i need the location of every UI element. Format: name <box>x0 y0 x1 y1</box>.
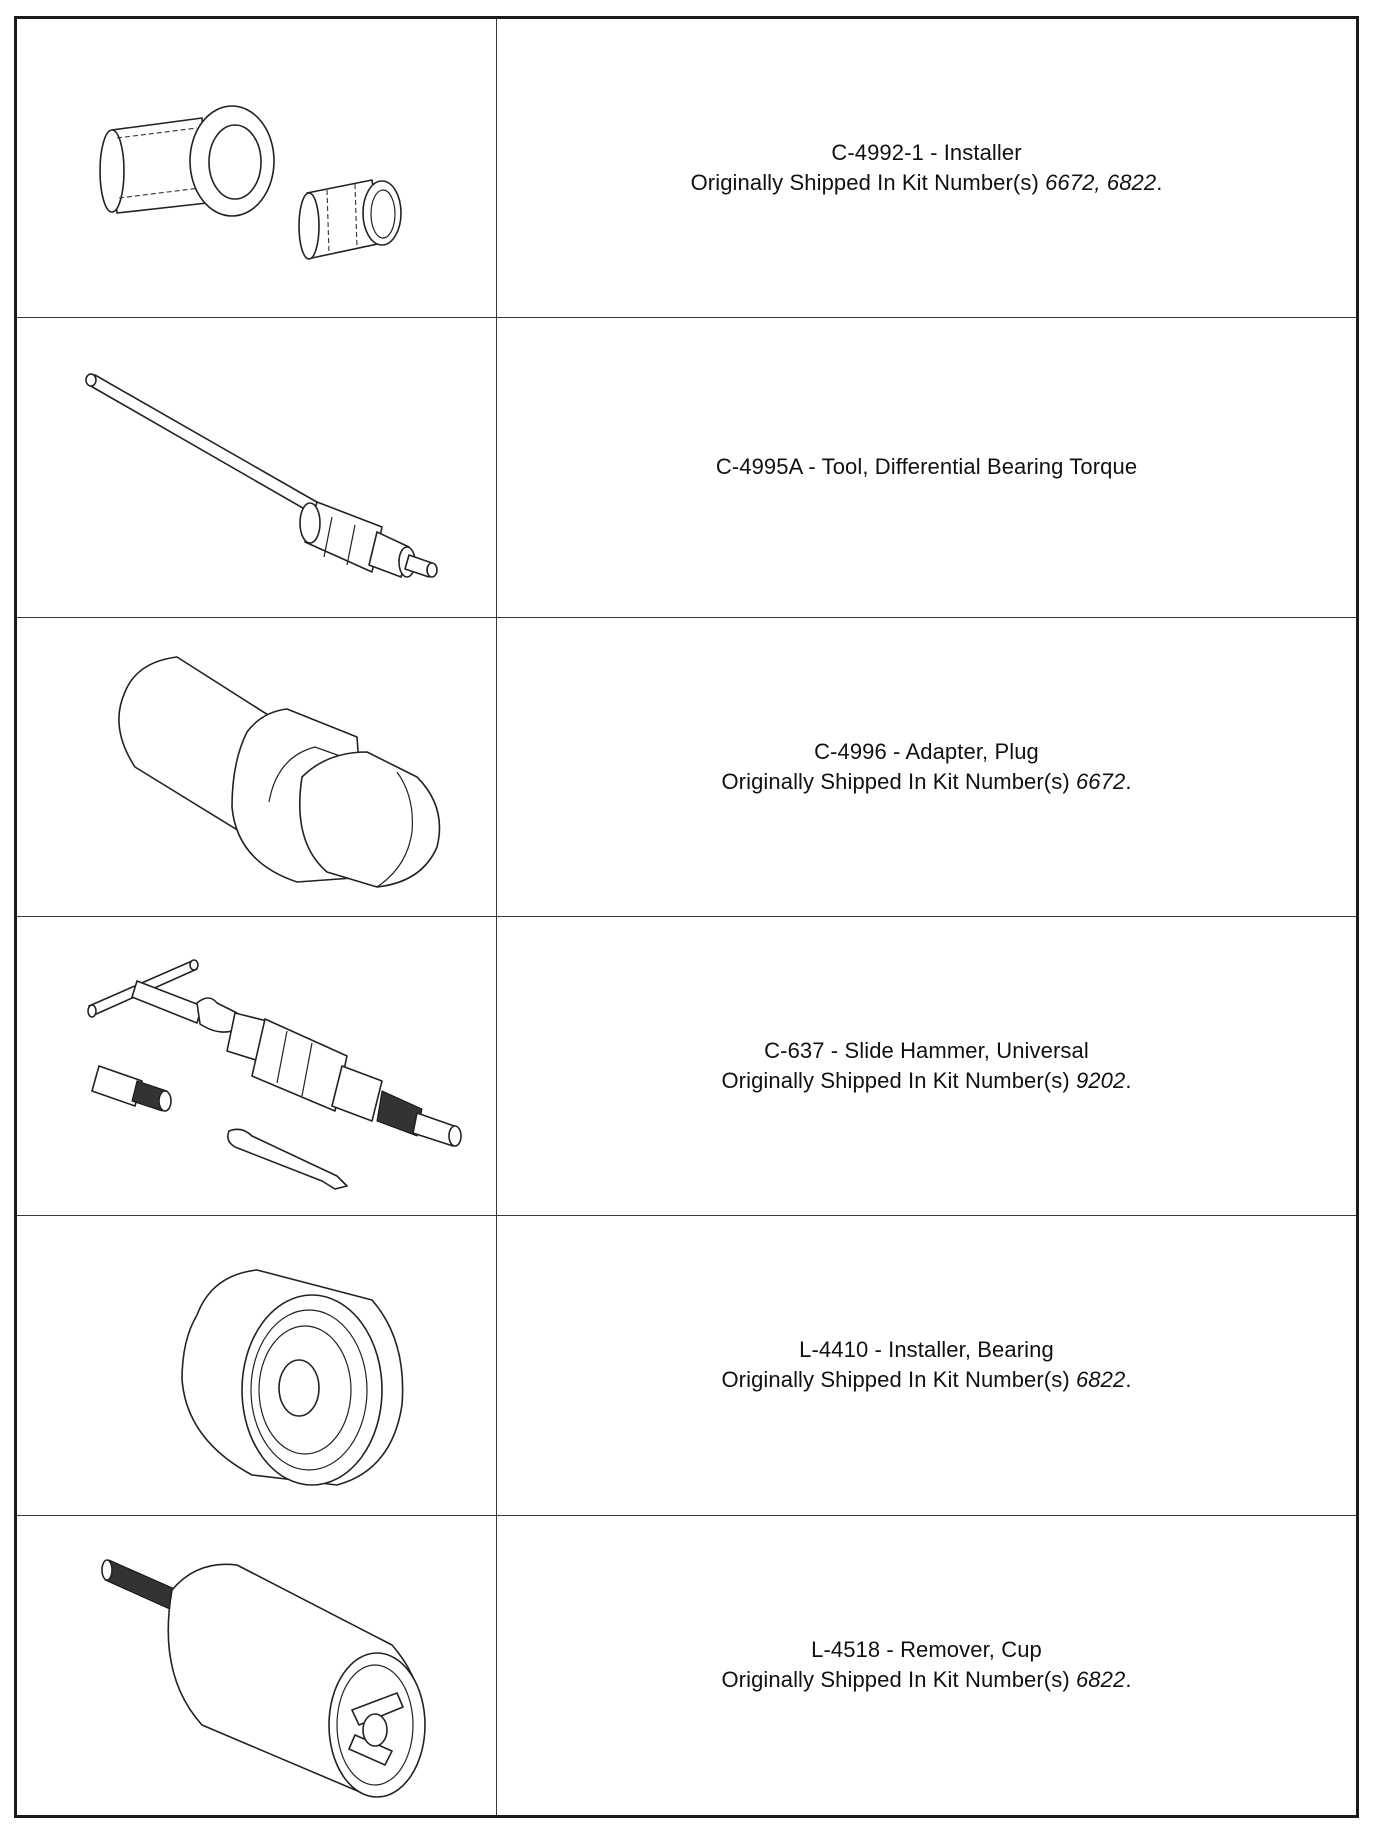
tool-title: L-4518 - Remover, Cup <box>811 1637 1042 1663</box>
tool-image-cell <box>17 1516 497 1815</box>
slide-hammer-icon <box>37 931 477 1201</box>
tool-table <box>14 16 1359 1818</box>
tool-description-cell <box>497 318 1356 617</box>
cup-remover-icon <box>37 1525 477 1805</box>
tool-image-cell <box>17 318 497 617</box>
installer-sleeves-icon <box>37 38 477 298</box>
tool-description-cell <box>497 618 1356 917</box>
tool-title: L-4410 - Installer, Bearing <box>799 1337 1054 1363</box>
tool-kits: Originally Shipped In Kit Number(s) 6672. <box>721 768 1132 794</box>
tool-image-cell <box>17 1216 497 1515</box>
torque-tool-icon <box>37 337 477 597</box>
tool-kits: Originally Shipped In Kit Number(s) 6822. <box>721 1367 1132 1393</box>
tool-title: C-4996 - Adapter, Plug <box>814 738 1039 764</box>
tool-title: C-637 - Slide Hammer, Universal <box>764 1038 1089 1064</box>
tool-image-cell <box>17 917 497 1216</box>
bearing-installer-icon <box>37 1230 477 1500</box>
tool-kits: Originally Shipped In Kit Number(s) 6672, 6822. <box>690 170 1163 196</box>
tool-kits: Originally Shipped In Kit Number(s) 6822. <box>721 1667 1132 1693</box>
tool-description-cell <box>497 917 1356 1216</box>
tool-description-cell <box>497 1516 1356 1815</box>
tool-description-cell <box>497 1216 1356 1515</box>
plug-adapter-icon <box>37 627 477 907</box>
tool-image-cell <box>17 618 497 917</box>
tool-description-cell <box>497 19 1356 318</box>
tool-image-cell <box>17 19 497 318</box>
tool-kits: Originally Shipped In Kit Number(s) 9202. <box>721 1068 1132 1094</box>
tool-title: C-4995A - Tool, Differential Bearing Torque <box>715 454 1138 480</box>
tool-title: C-4992-1 - Installer <box>831 140 1022 166</box>
